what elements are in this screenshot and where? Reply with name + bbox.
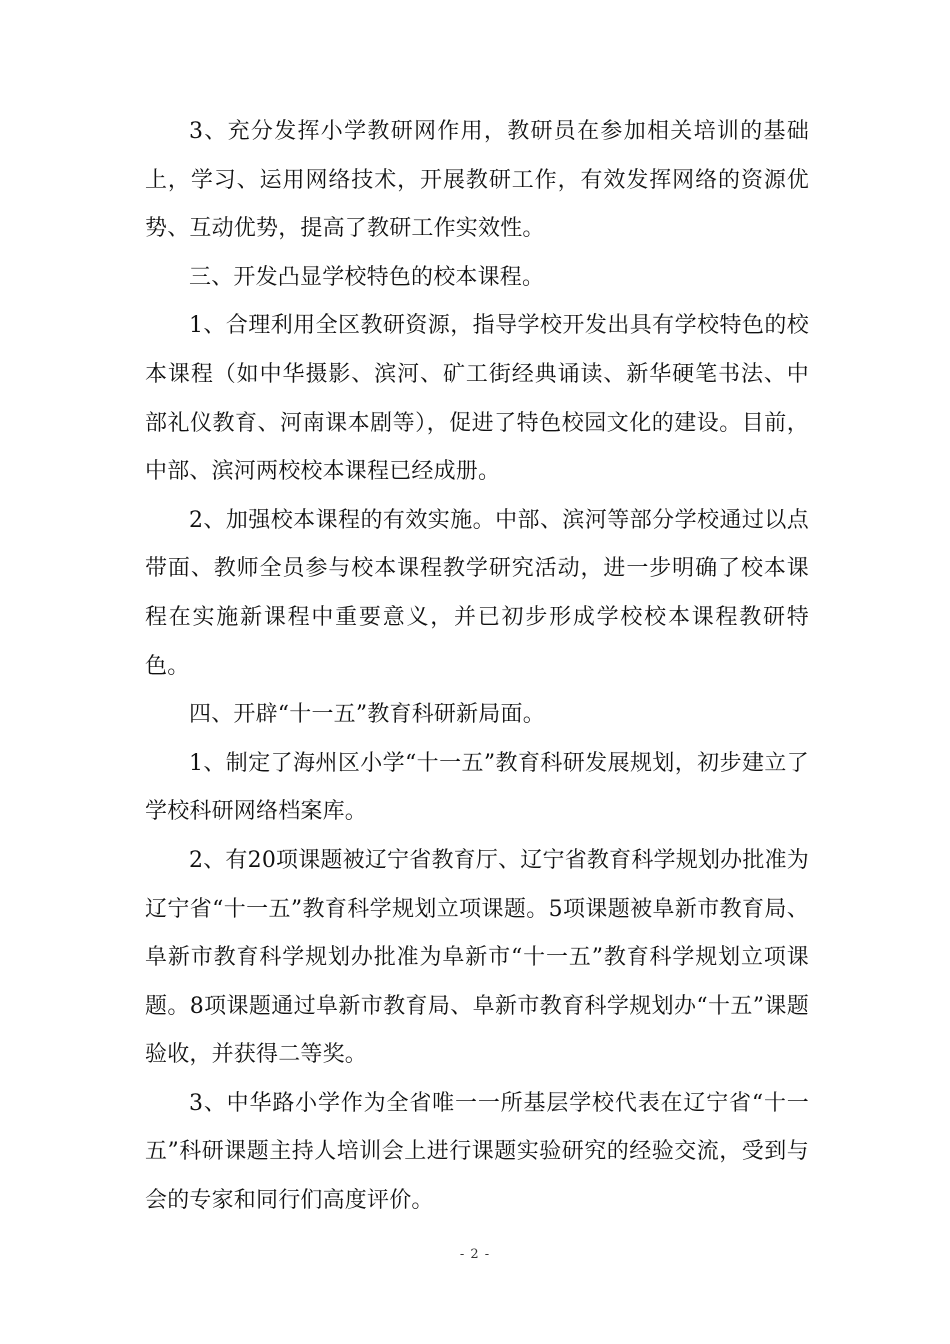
section-heading-research-plan: 四、开辟“十一五”教育科研新局面。	[189, 702, 545, 728]
paragraph-research-plan: 1、制定了海州区小学“十一五”教育科研发展规划，初步建立了学校科研网络档案库。	[145, 750, 809, 825]
paragraph-research-projects: 2、有20项课题被辽宁省教育厅、辽宁省教育科学规划办批准为辽宁省“十一五”教育科学规划立项课题。5项课题被阜新市教育局、阜新市教育科学规划办批准为阜新市“十一五”教育科学规划立项课题。8项课题通过阜新市教育局、阜新市教育科学规划办“十五”课题验收，并获得二等奖。	[145, 847, 809, 1068]
paragraph-school-curriculum-implementation: 2、加强校本课程的有效实施。中部、滨河等部分学校通过以点带面、教师全员参与校本课程教学研究活动，进一步明确了校本课程在实施新课程中重要意义，并已初步形成学校校本课程教研特色。	[145, 507, 809, 679]
section-heading-school-curriculum: 三、开发凸显学校特色的校本课程。	[189, 264, 545, 290]
document-body	[145, 108, 809, 1226]
paragraph-experience-exchange: 3、中华路小学作为全省唯一一所基层学校代表在辽宁省“十一五”科研课题主持人培训会上进行课题实验研究的经验交流，受到与会的专家和同行们高度评价。	[145, 1090, 809, 1214]
paragraph-network-teaching-research: 3、充分发挥小学教研网作用，教研员在参加相关培训的基础上，学习、运用网络技术，开展教研工作，有效发挥网络的资源优势、互动优势，提高了教研工作实效性。	[145, 119, 809, 242]
page-number: - 2 -	[459, 1247, 491, 1262]
paragraph-school-curriculum-development: 1、合理利用全区教研资源，指导学校开发出具有学校特色的校本课程（如中华摄影、滨河、矿工街经典诵读、新华硬笔书法、中部礼仪教育、河南课本剧等），促进了特色校园文化的建设。目前，中部、滨河两校校本课程已经成册。	[145, 313, 809, 485]
